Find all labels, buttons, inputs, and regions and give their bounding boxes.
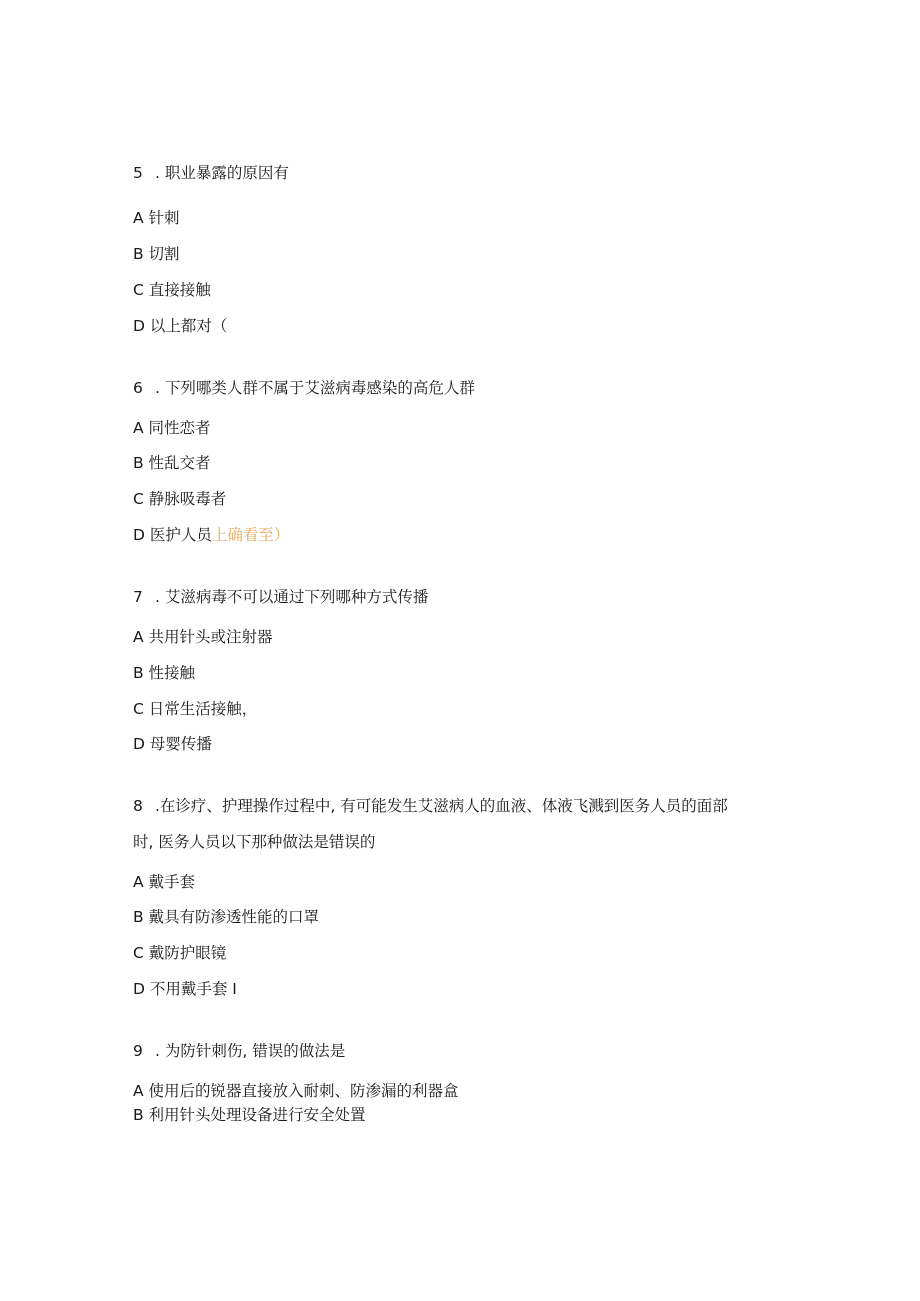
- highlighted-annotation: 上确看至）: [211, 526, 290, 544]
- option-7a: A 共用针头或注射器: [133, 628, 273, 646]
- option-8a: A 戴手套: [133, 873, 196, 891]
- option-5a: A 针刺: [133, 209, 180, 227]
- option-5c: C 直接接触: [133, 281, 211, 299]
- question-number: 6: [133, 379, 143, 397]
- option-7c: C 日常生活接触，: [133, 700, 258, 718]
- option-7b: B 性接触: [133, 664, 196, 682]
- option-6a: A 同性恋者: [133, 419, 211, 437]
- question-text: . 下列哪类人群不属于艾滋病毒感染的高危人群: [155, 379, 475, 397]
- question-text: . 为防针刺伤, 错误的做法是: [155, 1042, 346, 1060]
- question-text: . 艾滋病毒不可以通过下列哪种方式传播: [155, 588, 429, 606]
- option-5b: B 切割: [133, 245, 180, 263]
- question-9: [133, 1041, 345, 1061]
- question-8: [133, 796, 728, 816]
- question-number: 5: [133, 164, 143, 182]
- question-number: 9: [133, 1042, 143, 1060]
- question-8-continuation: 时, 医务人员以下那种做法是错误的: [133, 833, 376, 851]
- option-6b: B 性乱交者: [133, 454, 211, 472]
- option-6d: [133, 525, 289, 545]
- question-5: [133, 163, 289, 183]
- question-text: .在诊疗、护理操作过程中, 有可能发生艾滋病人的血液、体液飞溅到医务人员的面部: [155, 797, 728, 815]
- option-8b: B 戴具有防渗透性能的口罩: [133, 908, 320, 926]
- question-text: . 职业暴露的原因有: [155, 164, 289, 182]
- question-7: [133, 587, 428, 607]
- option-6c: C 静脉吸毒者: [133, 490, 227, 508]
- option-text: D 医护人员: [133, 526, 212, 544]
- question-number: 7: [133, 588, 143, 606]
- question-number: 8: [133, 797, 143, 815]
- option-8d: D 不用戴手套 I: [133, 980, 237, 998]
- option-9a: A 使用后的锐器直接放入耐刺、防渗漏的利器盒: [133, 1082, 459, 1100]
- option-8c: C 戴防护眼镜: [133, 944, 227, 962]
- question-6: [133, 378, 475, 398]
- option-5d: D 以上都对（: [133, 317, 228, 335]
- option-9b: B 利用针头处理设备进行安全处置: [133, 1106, 366, 1124]
- option-7d: D 母婴传播: [133, 735, 212, 753]
